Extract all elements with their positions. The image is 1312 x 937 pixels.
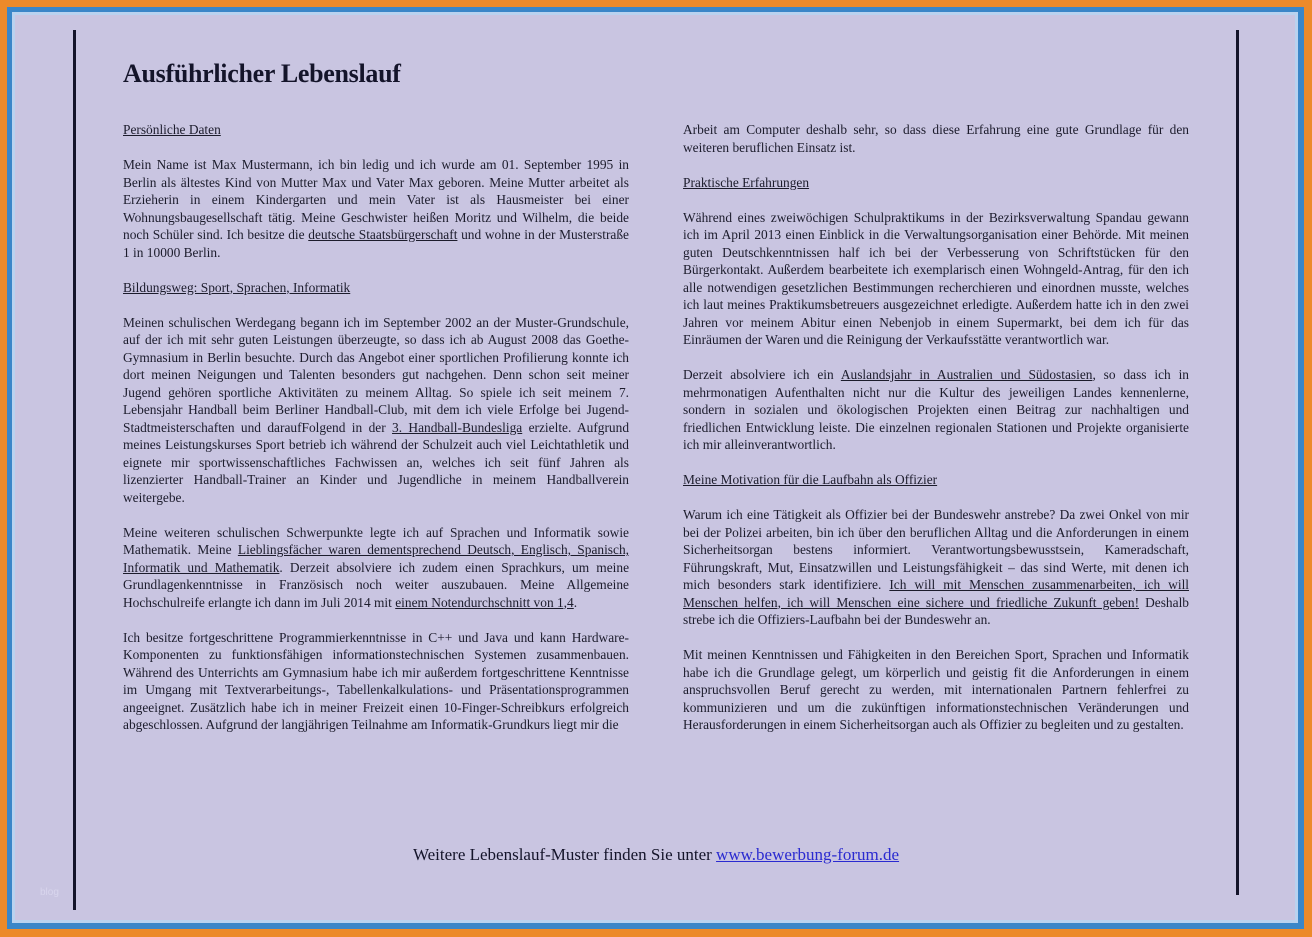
paragraph-personal-data bbox=[123, 156, 629, 261]
text: Meinen schulischen Werdegang begann ich im September 2002 an der Muster-Grundschule, auf der ich mit sehr guten Leistungen überzeugte, so dass ich ab August 2008 das Goethe-Gymnasium in Berlin besuchte. Durch das Angebot einer sportlichen Profilierung konnte ich dort meinen Neigungen und Talenten besonders gut nachgehen. Denn schon seit meiner Jugend gehören sportliche Aktivitäten zu meinem Alltag. So spiele ich seit meinem 7. Lebensjahr Handball beim Berliner Handball-Club, mit dem ich viele Erfolge bei Jugend-Stadtmeisterschaften und daraufFolgend in der bbox=[123, 314, 629, 435]
left-column bbox=[123, 121, 629, 751]
underlined-gap-year: Auslandsjahr in Australien und Südostasien bbox=[840, 367, 1093, 382]
footer-link[interactable]: www.bewerbung-forum.de bbox=[716, 845, 900, 864]
text: . bbox=[573, 594, 578, 610]
paragraph-education-subjects bbox=[123, 524, 629, 612]
underlined-grade-average: einem Notendurchschnitt von 1,4 bbox=[395, 594, 574, 610]
underlined-favorite-subjects: Lieblingsfächer waren dementsprechend Deutsch, Englisch, Spanisch, Informatik und Mathematik bbox=[123, 542, 629, 575]
text: Mein Name ist Max Mustermann, ich bin ledig und ich wurde am 01. September 1995 in Berlin als ältestes Kind von Mutter Max und Vater Max geboren. Meine Mutter arbeitet als Erzieherin in einem Kindergarten und mein Vater ist als Hausmeister bei einer Wohnungsbaugesellschaft tätig. Meine Geschwister heißen Moritz und Wilhelm, die beide noch Schüler sind. Ich besitze die bbox=[123, 157, 629, 242]
text: Meine weiteren schulischen Schwerpunkte legte ich auf Sprachen und Informatik sowie Mathematik. Meine bbox=[123, 524, 629, 557]
paragraph-education-school bbox=[123, 314, 629, 507]
section-heading-personal-data: Persönliche Daten bbox=[123, 122, 221, 137]
text: , so dass ich in mehrmonatigen Aufenthalten nicht nur die Kultur des jeweiligen Landes kennenlerne, sondern in sozialen und ökologischen Projekten einen Beitrag zur nachhaltigen und friedlichen Entwicklung leiste. Die einzelnen regionalen Stationen und Projekte organisierte ich mir alleinverantwortlich. bbox=[683, 367, 1189, 452]
text: Deshalb strebe ich die Offiziers-Laufbahn bei der Bundeswehr an. bbox=[683, 594, 1189, 627]
right-margin-rule bbox=[1236, 30, 1239, 895]
watermark: blog bbox=[40, 887, 59, 898]
page-title: Ausführlicher Lebenslauf bbox=[123, 59, 401, 88]
text: erzielte. Aufgrund meines Leistungskurses Sport betrieb ich während der Schulzeit auch viel Leichtathletik und eignete mir sportwissenschaftliches Fachwissen an, welches ich seit fünf Jahren als lizenzierter Handball-Trainer an Kinder und Jugendliche in meinem Handballverein weitergebe. bbox=[123, 419, 630, 505]
underlined-motivation-statement: Ich will mit Menschen zusammenarbeiten, ich will Menschen helfen, ich will Menschen eine sichere und friedliche Zukunft geben! bbox=[683, 577, 1190, 610]
footer bbox=[15, 845, 1297, 865]
text: und wohne in der Musterstraße 1 in 10000 Berlin. bbox=[123, 227, 629, 260]
paragraph-continuation: Arbeit am Computer deshalb sehr, so dass diese Erfahrung eine gute Grundlage für den weiteren beruflichen Einsatz ist. bbox=[683, 122, 1189, 155]
footer-text: Weitere Lebenslauf-Muster finden Sie unter bbox=[412, 845, 717, 864]
paragraph-gap-year bbox=[683, 366, 1189, 454]
section-heading-motivation: Meine Motivation für die Laufbahn als Offizier bbox=[683, 472, 938, 487]
text: . Derzeit absolviere ich zudem einen Sprachkurs, um meine Grundlagenkenntnisse in Französisch noch weiter auszubauen. Meine Allgemeine Hochschulreife erlangte ich dann im Juli 2014 mit bbox=[123, 559, 630, 610]
left-margin-rule bbox=[73, 30, 76, 910]
text: Warum ich eine Tätigkeit als Offizier bei der Bundeswehr anstrebe? Da zwei Onkel von mir bei der Polizei arbeiten, bin ich über den beruflichen Alltag und die Anforderungen in einem Sicherheitsorgan bestens informiert. Verantwortungsbewusstsein, Kameradschaft, Führungskraft, Mut, Einsatzwillen und Leistungsfähigkeit – das sind Werte, mit denen ich mich besonders stark identifiziere. bbox=[683, 507, 1189, 592]
section-heading-practical-experience: Praktische Erfahrungen bbox=[683, 174, 810, 190]
cv-page bbox=[15, 15, 1295, 920]
paragraph-internship: Während eines zweiwöchigen Schulpraktikums in der Bezirksverwaltung Spandau gewann ich im April 2013 einen Einblick in die Verwaltungsorganisation einer Behörde. Mit meinen guten Deutschkenntnissen half ich bei der Verbesserung von Schriftstücken für den Bürgerkontakt. Außerdem bearbeitete ich exemplarisch einen Wohngeld-Antrag, für den ich alle notwendigen gesetzlichen Bestimmungen recherchieren und einordnen musste, welches ich laut meines Praktikumsbetreuers ausgezeichnet erledigte. Außerdem hatte ich in den zwei Jahren vor meinem Abitur einen Nebenjob in einem Supermarkt, bei dem ich für das Einräumen der Waren und die Reinigung der Verkaufsstätte verantwortlich war. bbox=[683, 209, 1189, 347]
underlined-citizenship: deutsche Staatsbürgerschaft bbox=[308, 227, 458, 242]
paragraph-education-it-skills: Ich besitze fortgeschrittene Programmierkenntnisse in C++ und Java und kann Hardware-Komponenten zu funktionsfähigen informationstechnischen Systemen zusammenbauen. Während des Unterrichts am Gymnasium habe ich mir außerdem fortgeschrittene Kenntnisse im Umgang mit Textverarbeitungs-, Tabellenkalkulations- und Präsentationsprogrammen angeeignet. Zusätzlich habe ich in meiner Freizeit einen 10-Finger-Schreibkurs erfolgreich abgeschlossen. Aufgrund der langjährigen Teilnahme am Informatik-Grundkurs liegt mir die bbox=[123, 629, 629, 732]
text: Derzeit absolviere ich ein bbox=[683, 367, 841, 382]
right-column bbox=[683, 121, 1189, 751]
underlined-bundesliga: 3. Handball-Bundesliga bbox=[392, 419, 523, 435]
paragraph-motivation bbox=[683, 506, 1189, 629]
paragraph-conclusion: Mit meinen Kenntnissen und Fähigkeiten in den Bereichen Sport, Sprachen und Informatik habe ich die Grundlage gelegt, um körperlich und geistig fit die Anforderungen in einem anspruchsvollen Beruf gerecht zu werden, mit internationalen Partnern fehlerfrei zu kommunizieren und um die zukünftigen informationstechnischen Veränderungen und Herausforderungen in einem Sicherheitsorgan auch als Offizier zu begleiten und zu gestalten. bbox=[683, 647, 1189, 732]
section-heading-education: Bildungsweg: Sport, Sprachen, Informatik bbox=[123, 279, 351, 295]
